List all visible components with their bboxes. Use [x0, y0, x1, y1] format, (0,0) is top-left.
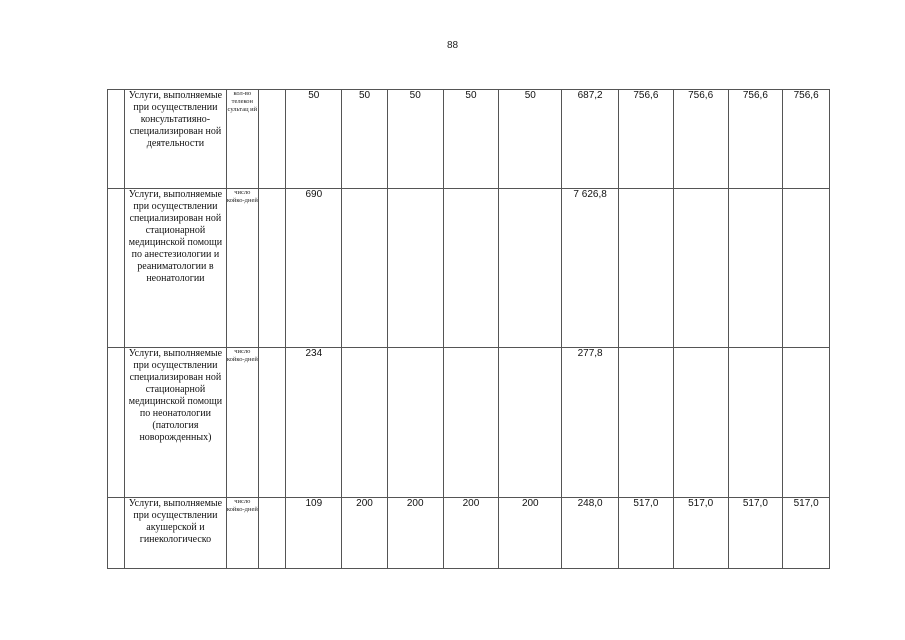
service-name: Услуги, выполняемые при осуществлении акушерской и гинекологическо: [128, 498, 223, 545]
value-cell: 50: [499, 90, 562, 189]
value-cell: 756,6: [673, 90, 728, 189]
page-number: 88: [446, 40, 459, 51]
value-cell: 200: [499, 498, 562, 569]
value-cell: 50: [342, 90, 388, 189]
value-cell: [619, 189, 674, 348]
service-name: Услуги, выполняемые при осуществлении специализирован ной стационарной медицинской помощи по неонатологии (патология новорожденных): [128, 348, 223, 443]
value-cell: 200: [443, 498, 499, 569]
table-row: [108, 498, 830, 569]
value-cell: [499, 189, 562, 348]
value-cell: [387, 189, 443, 348]
value-cell: [499, 348, 562, 498]
table-row: [108, 90, 830, 189]
table-row: [108, 189, 830, 348]
empty-cell: [259, 498, 286, 569]
empty-cell: [259, 189, 286, 348]
value-cell: [342, 189, 388, 348]
value-cell: 109: [286, 498, 342, 569]
value-cell: 277,8: [562, 348, 619, 498]
value-cell: 517,0: [673, 498, 728, 569]
unit-cell: кол-во телекон сультац ий: [226, 90, 258, 189]
value-cell: 50: [443, 90, 499, 189]
service-name-cell: [125, 498, 226, 569]
service-name-cell: [125, 348, 226, 498]
value-cell: 7 626,8: [562, 189, 619, 348]
row-margin-cell: [108, 348, 125, 498]
service-name-cell: [125, 90, 226, 189]
value-cell: 690: [286, 189, 342, 348]
service-name: Услуги, выполняемые при осуществлении специализирован ной стационарной медицинской помощи по анестезиологии и реаниматологии в неонатологии: [128, 189, 223, 284]
value-cell: [728, 348, 783, 498]
service-name: Услуги, выполняемые при осуществлении консультатияно-специализирован ной деятельности: [128, 90, 223, 149]
value-cell: [783, 348, 830, 498]
empty-cell: [259, 348, 286, 498]
value-cell: [387, 348, 443, 498]
value-cell: 687,2: [562, 90, 619, 189]
value-cell: [728, 189, 783, 348]
value-cell: 50: [286, 90, 342, 189]
value-cell: 756,6: [619, 90, 674, 189]
unit-cell: число койко-дней: [226, 348, 258, 498]
row-margin-cell: [108, 498, 125, 569]
value-cell: 200: [342, 498, 388, 569]
table-row: [108, 348, 830, 498]
unit-cell: число койко-дней: [226, 189, 258, 348]
value-cell: [619, 348, 674, 498]
value-cell: 234: [286, 348, 342, 498]
row-margin-cell: [108, 90, 125, 189]
value-cell: [673, 348, 728, 498]
value-cell: [443, 348, 499, 498]
value-cell: [783, 189, 830, 348]
value-cell: 517,0: [728, 498, 783, 569]
value-cell: [673, 189, 728, 348]
value-cell: [443, 189, 499, 348]
value-cell: 517,0: [619, 498, 674, 569]
service-name-cell: [125, 189, 226, 348]
services-table: [107, 89, 830, 569]
value-cell: 248,0: [562, 498, 619, 569]
value-cell: 50: [387, 90, 443, 189]
empty-cell: [259, 90, 286, 189]
value-cell: [342, 348, 388, 498]
value-cell: 756,6: [783, 90, 830, 189]
value-cell: 756,6: [728, 90, 783, 189]
unit-cell: число койко-дней: [226, 498, 258, 569]
row-margin-cell: [108, 189, 125, 348]
value-cell: 517,0: [783, 498, 830, 569]
value-cell: 200: [387, 498, 443, 569]
